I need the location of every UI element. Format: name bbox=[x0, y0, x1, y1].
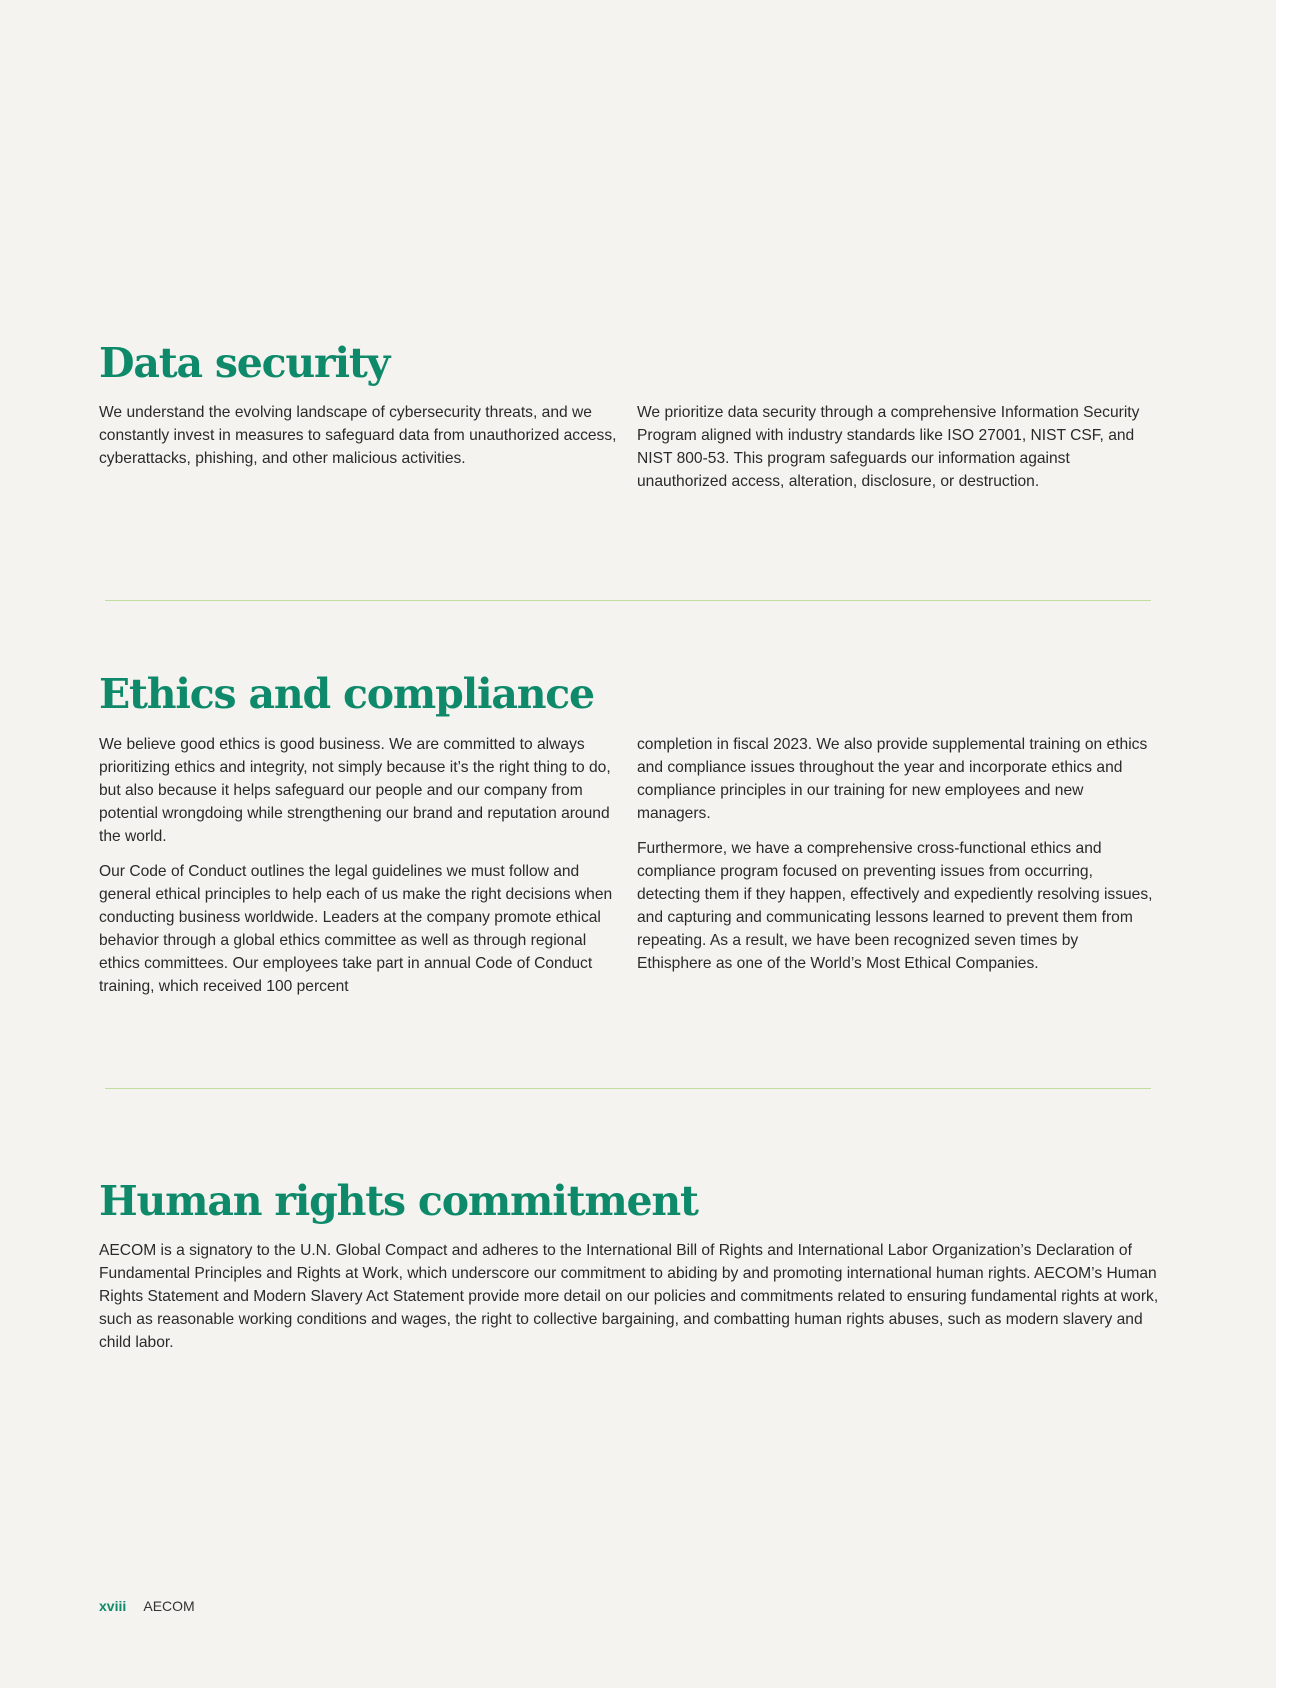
human-rights-heading: Human rights commitment bbox=[99, 1177, 698, 1225]
data-security-right-paragraph: We prioritize data security through a comprehensive Information Security Program aligned with industry standards like ISO 27001, NIST CSF, and NIST 800-53. This program safeguards our information against unauthorized access, alteration, disclosure, or destruction. bbox=[637, 404, 1140, 490]
data-security-left-column bbox=[99, 401, 619, 470]
ethics-right-column bbox=[637, 733, 1157, 975]
page-footer bbox=[99, 1596, 195, 1616]
data-security-right-column bbox=[637, 401, 1157, 493]
human-rights-paragraph: AECOM is a signatory to the U.N. Global Compact and adheres to the International Bill of Rights and International Labor Organization’s Declaration of Fundamental Principles and Rights at Work, which underscore our commitment to abiding by and promoting international human rights. AECOM’s Human Rights Statement and Modern Slavery Act Statement provide more detail on our policies and commitments related to ensuring fundamental rights at work, such as reasonable working conditions and wages, the right to collective bargaining, and combatting human rights abuses, such as modern slavery and child labor. bbox=[99, 1242, 1159, 1351]
ethics-heading: Ethics and compliance bbox=[99, 670, 594, 718]
human-rights-column bbox=[99, 1239, 1159, 1354]
ethics-left-paragraph: Our Code of Conduct outlines the legal guidelines we must follow and general ethical principles to help each of us make the right decisions when conducting business worldwide. Leaders at the company promote ethical behavior through a global ethics committee as well as through regional ethics committees. Our employees take part in annual Code of Conduct training, which received 100 percent bbox=[99, 863, 613, 995]
ethics-left-paragraph: We believe good ethics is good business. We are committed to always prioritizing ethics and integrity, not simply because it’s the right thing to do, but also because it helps safeguard our people and our company from potential wrongdoing while strengthening our brand and reputation around the world. bbox=[99, 736, 611, 845]
section-divider bbox=[105, 600, 1151, 601]
ethics-right-paragraph: Furthermore, we have a comprehensive cross-functional ethics and compliance program focused on preventing issues from occurring, detecting them if they happen, effectively and expediently resolving issues, and capturing and communicating lessons learned to prevent them from repeating. As a result, we have been recognized seven times by Ethisphere as one of the World’s Most Ethical Companies. bbox=[637, 840, 1153, 972]
company-name: AECOM bbox=[143, 1598, 195, 1614]
data-security-left-paragraph: We understand the evolving landscape of cybersecurity threats, and we constantly invest in measures to safeguard data from unauthorized access, cyberattacks, phishing, and other malicious activities. bbox=[99, 404, 617, 467]
ethics-left-column bbox=[99, 733, 619, 998]
ethics-right-paragraph: completion in fiscal 2023. We also provide supplemental training on ethics and compliance issues throughout the year and incorporate ethics and compliance principles in our training for new employees and new managers. bbox=[637, 736, 1148, 822]
page-number: xviii bbox=[99, 1598, 127, 1614]
section-divider bbox=[105, 1088, 1151, 1089]
data-security-heading: Data security bbox=[99, 339, 390, 387]
